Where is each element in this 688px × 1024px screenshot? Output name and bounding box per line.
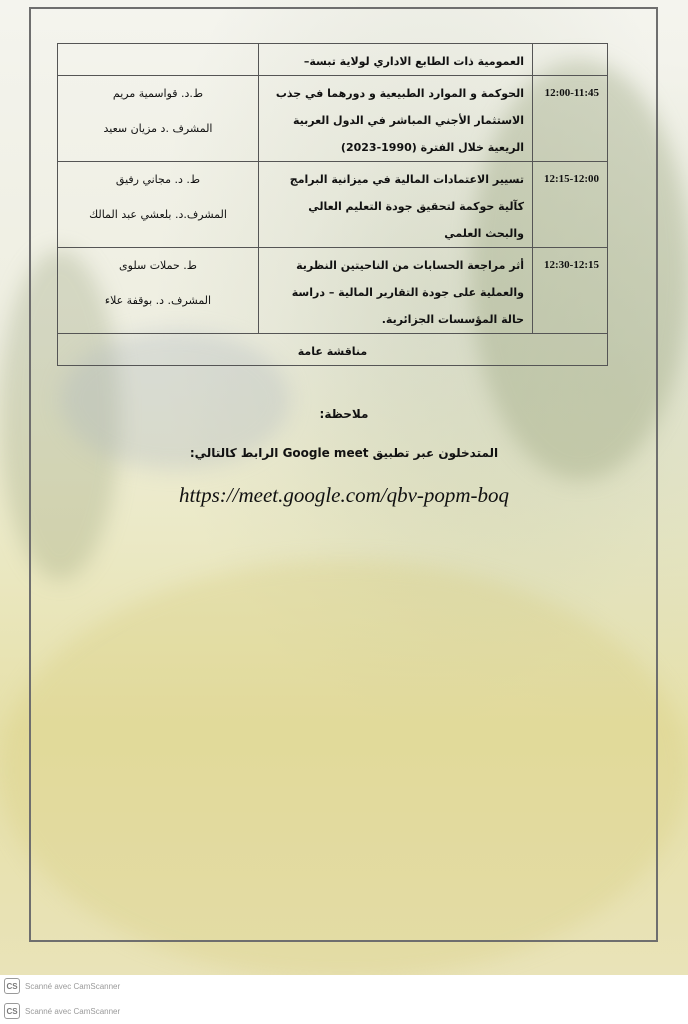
camscanner-icon: CS — [4, 978, 20, 994]
time-cell: 12:00-11:45 — [533, 76, 608, 162]
presenter-cell — [58, 76, 259, 162]
camscanner-watermark — [4, 1002, 120, 1020]
student-name: ط. حملات سلوى — [119, 259, 197, 272]
title-cell: العمومية ذات الطابع الاداري لولاية تبسة– — [259, 44, 533, 76]
title-cell: تسيير الاعتمادات المالية في ميزانية البرامج كآلية حوكمة لتحقيق جودة التعليم العالي والبحث العلمي — [259, 162, 533, 248]
presenter-cell — [58, 44, 259, 76]
presenter-cell — [58, 248, 259, 334]
table-row — [58, 44, 608, 76]
note-text: المتدخلون عبر تطبيق Google meet الرابط كالتالي: — [189, 446, 499, 460]
supervisor-name: المشرف .د مزيان سعيد — [103, 122, 213, 135]
time-cell: 12:15-12:00 — [533, 162, 608, 248]
table-row — [58, 334, 608, 366]
supervisor-name: المشرف.د. بلعشي عبد المالك — [89, 208, 227, 221]
presenter-cell — [58, 162, 259, 248]
note-label: ملاحظة: — [319, 407, 369, 421]
meet-link[interactable]: https://meet.google.com/qbv-popm-boq — [178, 483, 510, 507]
student-name: ط. د. مجاني رفيق — [115, 173, 201, 186]
student-name: ط.د. قواسمية مريم — [112, 87, 204, 100]
camscanner-icon: CS — [4, 1003, 20, 1019]
title-cell: الحوكمة و الموارد الطبيعية و دورهما في جذب الاستثمار الأجني المباشر في الدول العربية الريعية خلال الفترة (1990-2023) — [259, 76, 533, 162]
title-cell: أثر مراجعة الحسابات من الناحيتين النظرية والعملية على جودة التقارير المالية – دراسة حالة المؤسسات الجزائرية. — [259, 248, 533, 334]
agenda-table — [57, 43, 608, 366]
time-cell: 12:30-12:15 — [533, 248, 608, 334]
table-row — [58, 76, 608, 162]
watermark-text: Scanné avec CamScanner — [25, 1006, 121, 1016]
table-row — [58, 162, 608, 248]
table-row — [58, 248, 608, 334]
supervisor-name: المشرف. د. بوقفة علاء — [104, 294, 212, 307]
time-cell — [533, 44, 608, 76]
watermark-text: Scanné avec CamScanner — [25, 981, 121, 991]
camscanner-watermark — [4, 977, 120, 995]
general-discussion: مناقشة عامة — [58, 334, 608, 366]
